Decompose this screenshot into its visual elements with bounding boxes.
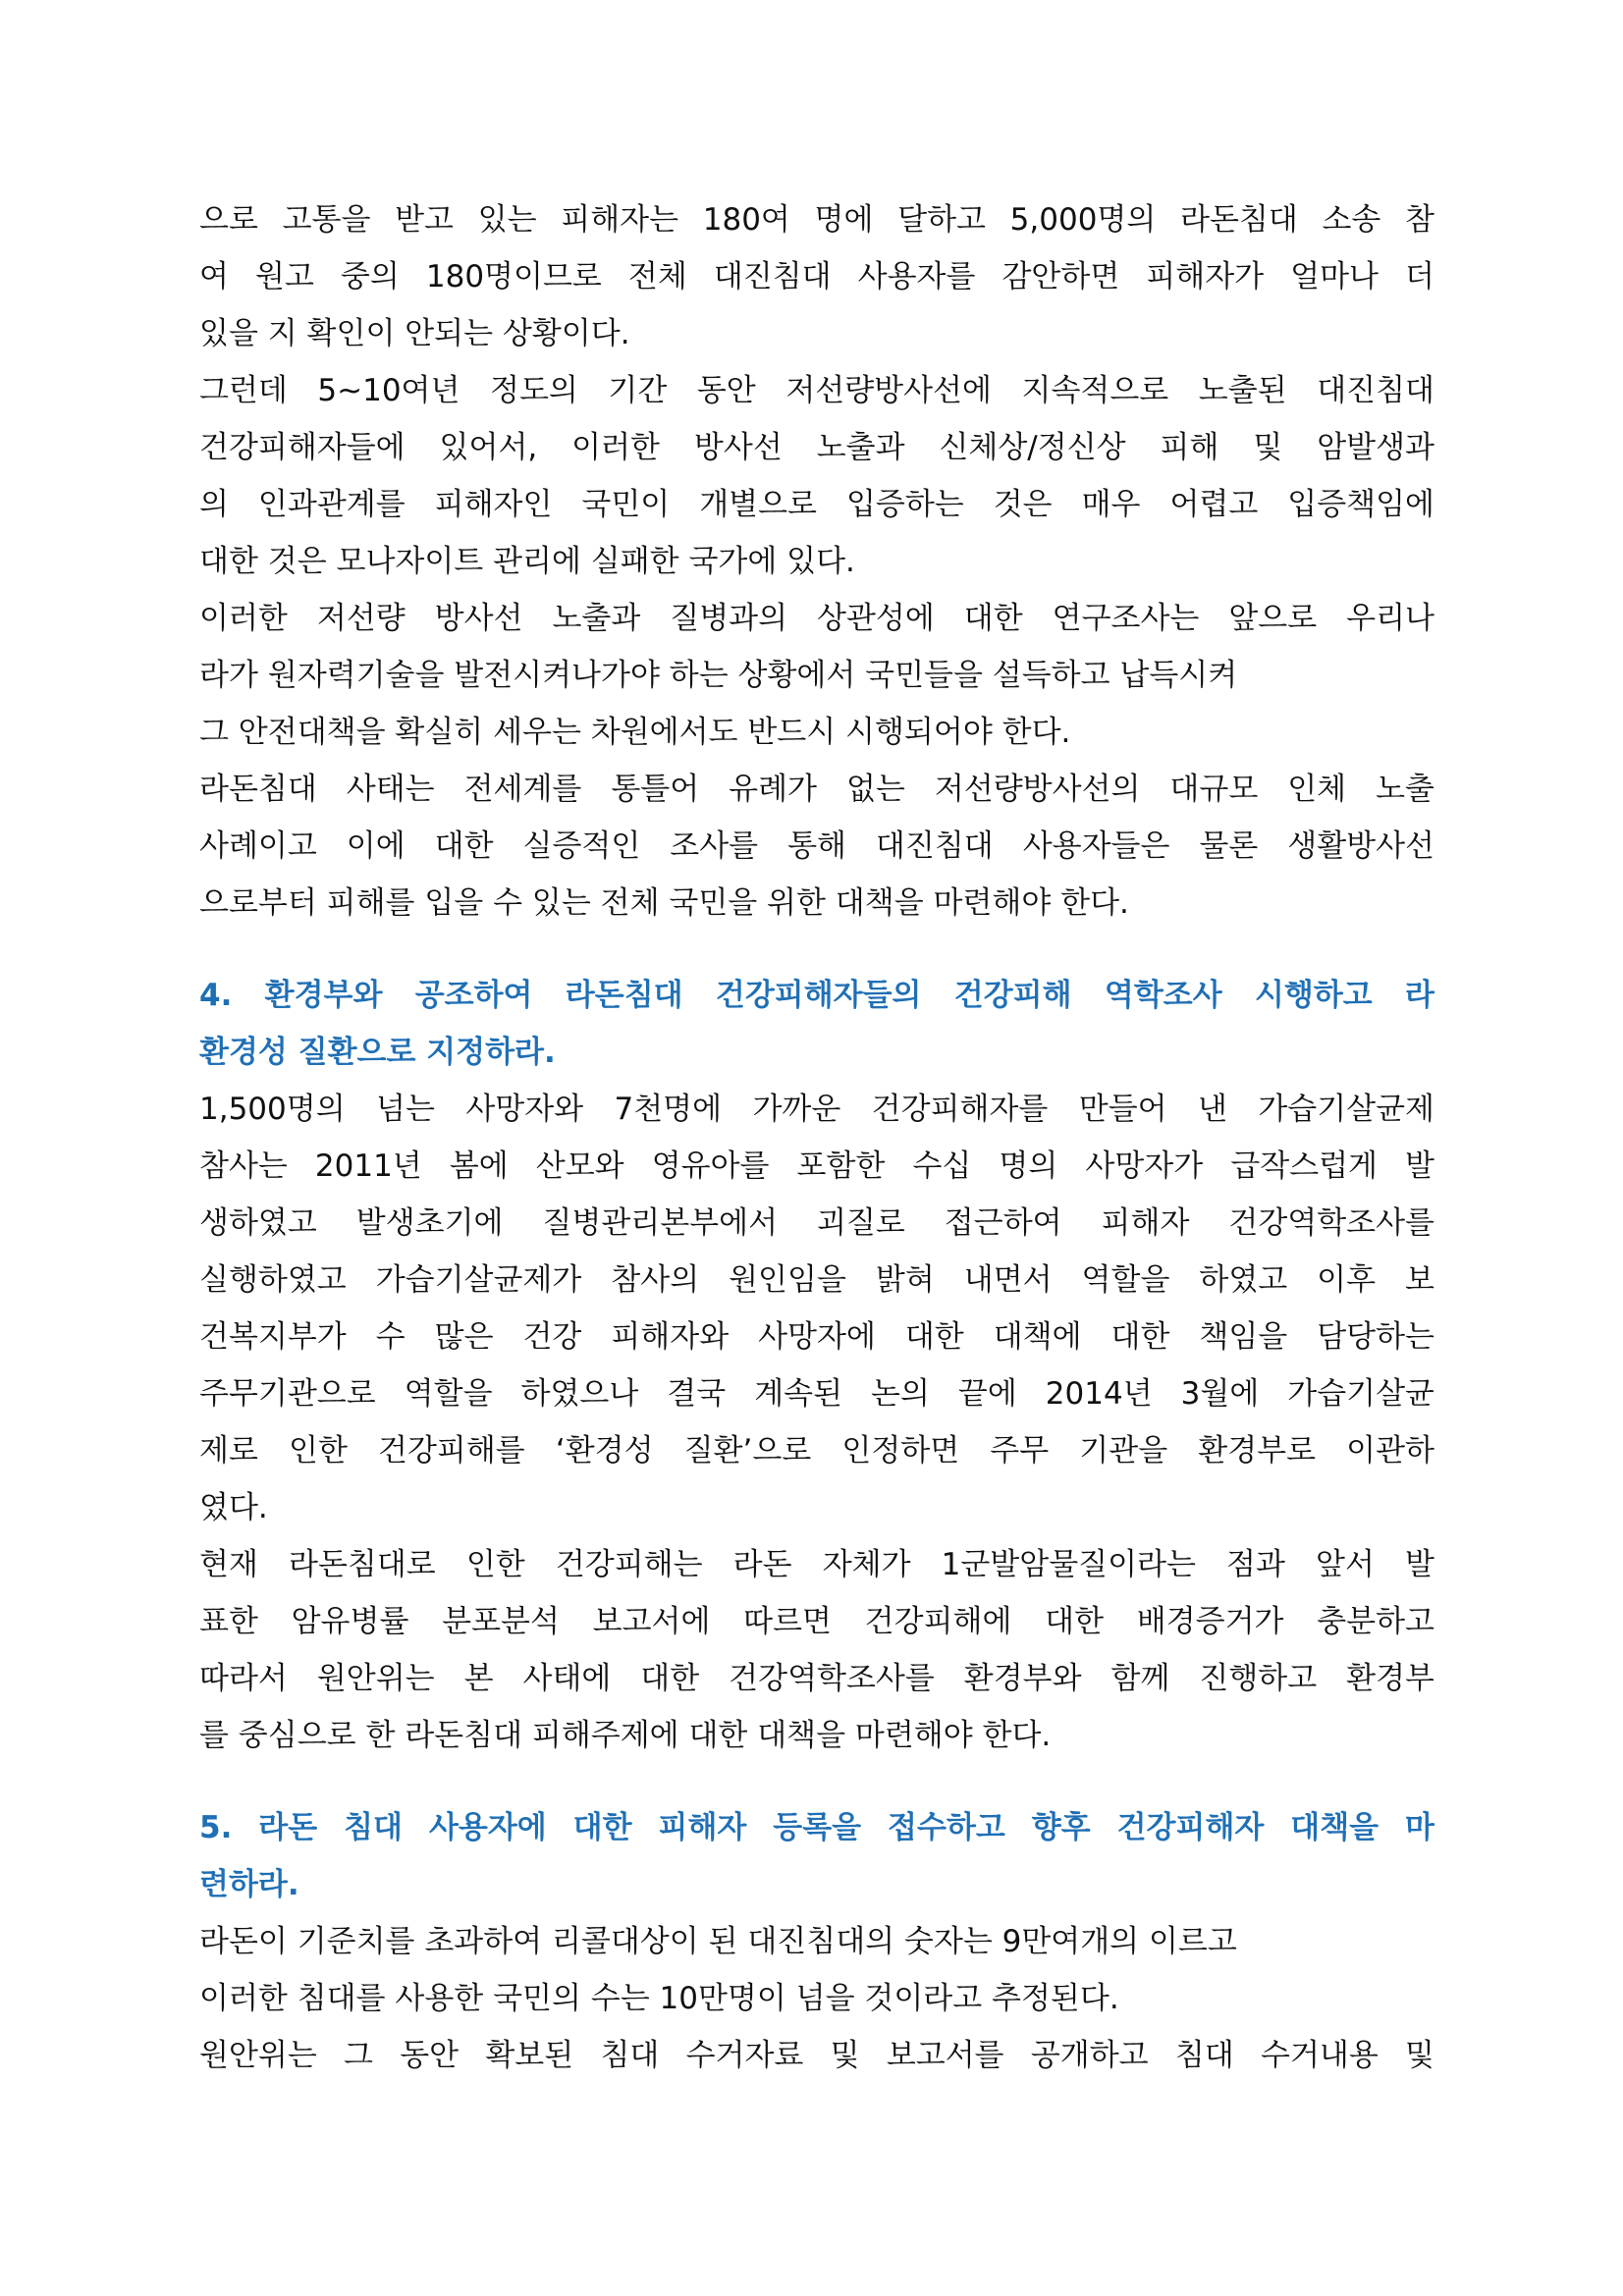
paragraph: [199, 1536, 1434, 1764]
text-line: 그런데 5~10여년 정도의 기간 동안 저선량방사선에 지속적으로 노출된 대진침대: [199, 373, 1434, 408]
heading-line: 5. 라돈 침대 사용자에 대한 피해자 등록을 접수하고 향후 건강피해자 대책을 마: [199, 1810, 1434, 1845]
text-line: 실행하였고 가습기살균제가 참사의 원인임을 밝혀 내면서 역할을 하였고 이후 보: [199, 1262, 1434, 1298]
text-line: 으로부터 피해를 입을 수 있는 전체 국민을 위한 대책을 마련해야 한다.: [199, 885, 1129, 921]
paragraph: [199, 590, 1434, 761]
text-line: 라돈침대 사태는 전세계를 통틀어 유례가 없는 저선량방사선의 대규모 인체 노출: [199, 772, 1434, 807]
text-line: 의 인과관계를 피해자인 국민이 개별으로 입증하는 것은 매우 어렵고 입증책임에: [199, 487, 1434, 522]
text-line: 참사는 2011년 봄에 산모와 영유아를 포함한 수십 명의 사망자가 급작스럽게 발: [199, 1148, 1434, 1184]
paragraph: [199, 1081, 1434, 1536]
paragraph: [199, 761, 1434, 932]
text-line: 이러한 침대를 사용한 국민의 수는 10만명이 넘을 것이라고 추정된다.: [199, 1981, 1119, 2016]
heading-line: 련하라.: [199, 1867, 299, 1902]
text-line: 를 중심으로 한 라돈침대 피해주제에 대한 대책을 마련해야 한다.: [199, 1718, 1052, 1753]
text-line: 라가 원자력기술을 발전시켜나가야 하는 상황에서 국민들을 설득하고 납득시켜: [199, 658, 1238, 693]
heading-line: 4. 환경부와 공조하여 라돈침대 건강피해자들의 건강피해 역학조사 시행하고 라: [199, 978, 1434, 1013]
text-line: 원안위는 그 동안 확보된 침대 수거자료 및 보고서를 공개하고 침대 수거내용 및: [199, 2038, 1434, 2073]
text-line: 대한 것은 모나자이트 관리에 실패한 국가에 있다.: [199, 544, 855, 579]
heading-line: 환경성 질환으로 지정하라.: [199, 1035, 556, 1070]
text-line: 라돈이 기준치를 초과하여 리콜대상이 된 대진침대의 숫자는 9만여개의 이르고: [199, 1924, 1237, 1959]
text-line: 현재 라돈침대로 인한 건강피해는 라돈 자체가 1군발암물질이라는 점과 앞서 발: [199, 1547, 1434, 1582]
paragraph: [199, 1913, 1434, 2027]
text-line: 여 원고 중의 180명이므로 전체 대진침대 사용자를 감안하면 피해자가 얼마나 더: [199, 259, 1434, 294]
paragraph: [199, 2027, 1434, 2084]
text-line: 따라서 원안위는 본 사태에 대한 건강역학조사를 환경부와 함께 진행하고 환경부: [199, 1661, 1434, 1696]
document-page: [199, 191, 1434, 2084]
text-line: 표한 암유병률 분포분석 보고서에 따르면 건강피해에 대한 배경증거가 충분하고: [199, 1604, 1434, 1639]
text-line: 으로 고통을 받고 있는 피해자는 180여 명에 달하고 5,000명의 라돈침대 소송 참: [199, 202, 1434, 238]
text-line: 제로 인한 건강피해를 ‘환경성 질환’으로 인정하면 주무 기관을 환경부로 이관하: [199, 1433, 1434, 1468]
text-line: 이러한 저선량 방사선 노출과 질병과의 상관성에 대한 연구조사는 앞으로 우리나: [199, 601, 1434, 636]
text-line: 있을 지 확인이 안되는 상황이다.: [199, 316, 630, 351]
text-line: 건복지부가 수 많은 건강 피해자와 사망자에 대한 대책에 대한 책임을 담당하는: [199, 1319, 1434, 1355]
paragraph: [199, 362, 1434, 590]
text-line: 1,500명의 넘는 사망자와 7천명에 가까운 건강피해자를 만들어 낸 가습기살균제: [199, 1092, 1434, 1127]
text-line: 건강피해자들에 있어서, 이러한 방사선 노출과 신체상/정신상 피해 및 암발생과: [199, 430, 1434, 465]
text-line: 였다.: [199, 1490, 268, 1525]
text-line: 그 안전대책을 확실히 세우는 차원에서도 반드시 시행되어야 한다.: [199, 715, 1071, 750]
paragraph: [199, 191, 1434, 362]
text-line: 생하였고 발생초기에 질병관리본부에서 괴질로 접근하여 피해자 건강역학조사를: [199, 1205, 1434, 1241]
section-4: [199, 967, 1434, 1764]
section-5-heading: [199, 1799, 1434, 1913]
section-4-heading: [199, 967, 1434, 1081]
section-5: [199, 1799, 1434, 2084]
text-line: 주무기관으로 역할을 하였으나 결국 계속된 논의 끝에 2014년 3월에 가습기살균: [199, 1376, 1434, 1412]
text-line: 사례이고 이에 대한 실증적인 조사를 통해 대진침대 사용자들은 물론 생활방사선: [199, 828, 1434, 864]
